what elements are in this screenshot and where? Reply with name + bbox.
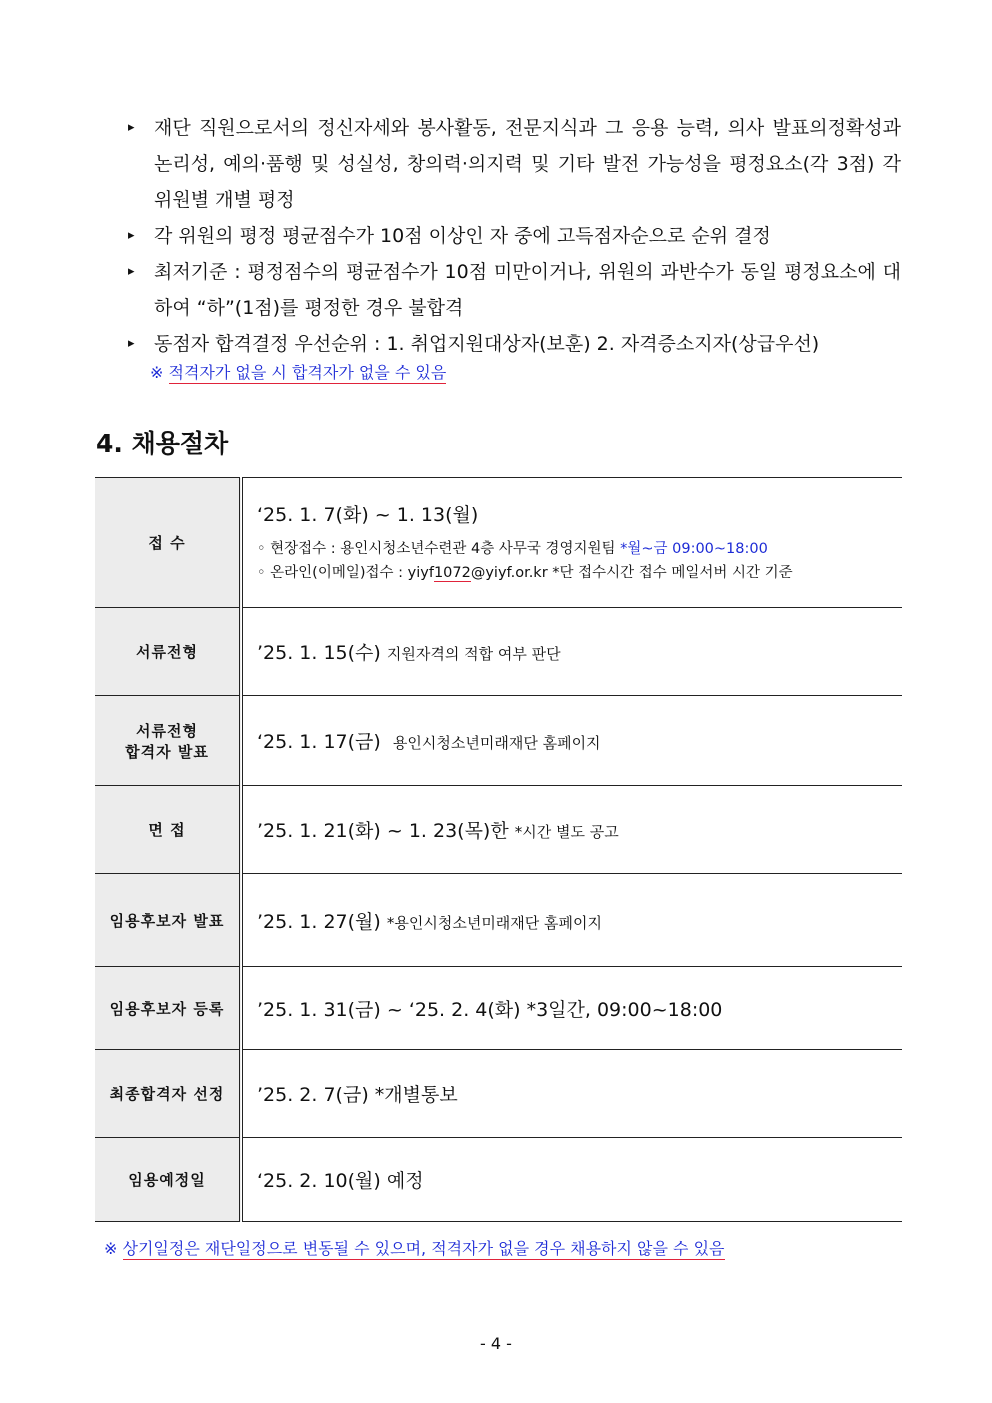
row-value: [241, 1050, 902, 1138]
bullet-text: 각 위원의 평정 평균점수가 10점 이상인 자 중에 고득점자순으로 순위 결정: [154, 225, 771, 247]
onsite-receipt-text: ◦ 현장접수 : 용인시청소년수련관 4층 사무국 경영지원팀: [257, 541, 621, 557]
footnote-text: 상기일정은 재단일정으로 변동될 수 있으며, 적격자가 없을 경우 채용하지 않을 수 있음: [122, 1239, 725, 1258]
row-date: ’25. 1. 31(금) ~ ‘25. 2. 4(화) *3일간, 09:00~18:00: [257, 998, 723, 1021]
triangle-bullet-icon: ▸: [128, 336, 135, 351]
online-receipt-text-c: @yiyf.or.kr *단 접수시간 접수 메일서버 시간 기준: [470, 565, 793, 581]
section-title: 4. 채용절차: [96, 429, 229, 458]
row-date: ‘25. 2. 10(월) 예정: [257, 1170, 424, 1192]
row-label: 최종합격자 선정: [95, 1050, 241, 1138]
row-note: *시간 별도 공고: [514, 823, 619, 841]
row-value: [241, 696, 902, 786]
recruitment-schedule-table: [95, 477, 902, 1222]
bullet-note-text: 적격자가 없을 시 합격자가 없을 수 있음: [168, 363, 447, 382]
list-item: [126, 110, 901, 218]
reference-mark-icon: ※: [150, 363, 164, 382]
online-receipt: [257, 561, 902, 585]
row-date: ’25. 1. 27(월): [257, 910, 381, 933]
row-value: [241, 1138, 902, 1222]
table-row: [95, 1050, 902, 1138]
row-label: 임용후보자 등록: [95, 967, 241, 1050]
reference-mark-icon: ※: [104, 1239, 118, 1258]
schedule-footnote: [104, 1236, 725, 1259]
row-note: 용인시청소년미래재단 홈페이지: [392, 734, 601, 752]
table-row: [95, 478, 902, 608]
row-label: 면 접: [95, 786, 241, 874]
bullet-note: [126, 360, 901, 386]
bullet-text: 동점자 합격결정 우선순위 : 1. 취업지원대상자(보훈) 2. 자격증소지자(상급우선): [154, 333, 820, 355]
receipt-date: ‘25. 1. 7(화) ~ 1. 13(월): [257, 504, 479, 526]
list-item: [126, 326, 901, 362]
triangle-bullet-icon: ▸: [128, 120, 135, 135]
row-value: [241, 874, 902, 967]
bullet-text: 재단 직원으로서의 정신자세와 봉사활동, 전문지식과 그 응용 능력, 의사 발표의정확성과 논리성, 예의·품행 및 성실성, 창의력·의지력 및 기타 발전 가능성을 평정요소(각 3점) 각 위원별 개별 평정: [154, 117, 901, 211]
row-label-line1: 서류전형: [136, 721, 198, 740]
row-label: 임용후보자 발표: [95, 874, 241, 967]
table-row: [95, 608, 902, 696]
row-label-line2: 합격자 발표: [125, 742, 209, 761]
row-label: [95, 696, 241, 786]
row-value: [241, 786, 902, 874]
triangle-bullet-icon: ▸: [128, 264, 135, 279]
row-date: ’25. 2. 7(금) *개별통보: [257, 1084, 458, 1106]
table-row: [95, 696, 902, 786]
row-value: [241, 608, 902, 696]
online-receipt-text-b: 1072: [433, 565, 471, 581]
row-date: ‘25. 1. 17(금): [257, 731, 381, 753]
row-label: 임용예정일: [95, 1138, 241, 1222]
row-note: *용인시청소년미래재단 홈페이지: [386, 913, 603, 932]
row-note: 지원자격의 적합 여부 판단: [386, 645, 561, 663]
triangle-bullet-icon: ▸: [128, 228, 135, 243]
list-item: [126, 254, 901, 326]
row-label: 접 수: [95, 478, 241, 608]
row-value: [241, 478, 902, 608]
row-date: ’25. 1. 21(화) ~ 1. 23(목)한: [257, 820, 509, 842]
onsite-receipt-hours: *월~금 09:00~18:00: [620, 541, 768, 557]
row-date: ’25. 1. 15(수): [257, 642, 381, 664]
list-item: [126, 218, 901, 254]
page-number: - 4 -: [480, 1334, 512, 1353]
online-receipt-text-a: ◦ 온라인(이메일)접수 : yiyf: [257, 565, 434, 581]
table-row: [95, 786, 902, 874]
row-value: [241, 967, 902, 1050]
row-label: 서류전형: [95, 608, 241, 696]
table-row: [95, 874, 902, 967]
table-row: [95, 1138, 902, 1222]
bullet-text: 최저기준 : 평정점수의 평균점수가 10점 미만이거나, 위원의 과반수가 동일 평정요소에 대하여 “하”(1점)를 평정한 경우 불합격: [154, 261, 901, 319]
table-row: [95, 967, 902, 1050]
onsite-receipt: [257, 537, 902, 561]
evaluation-criteria-list: [126, 110, 901, 386]
